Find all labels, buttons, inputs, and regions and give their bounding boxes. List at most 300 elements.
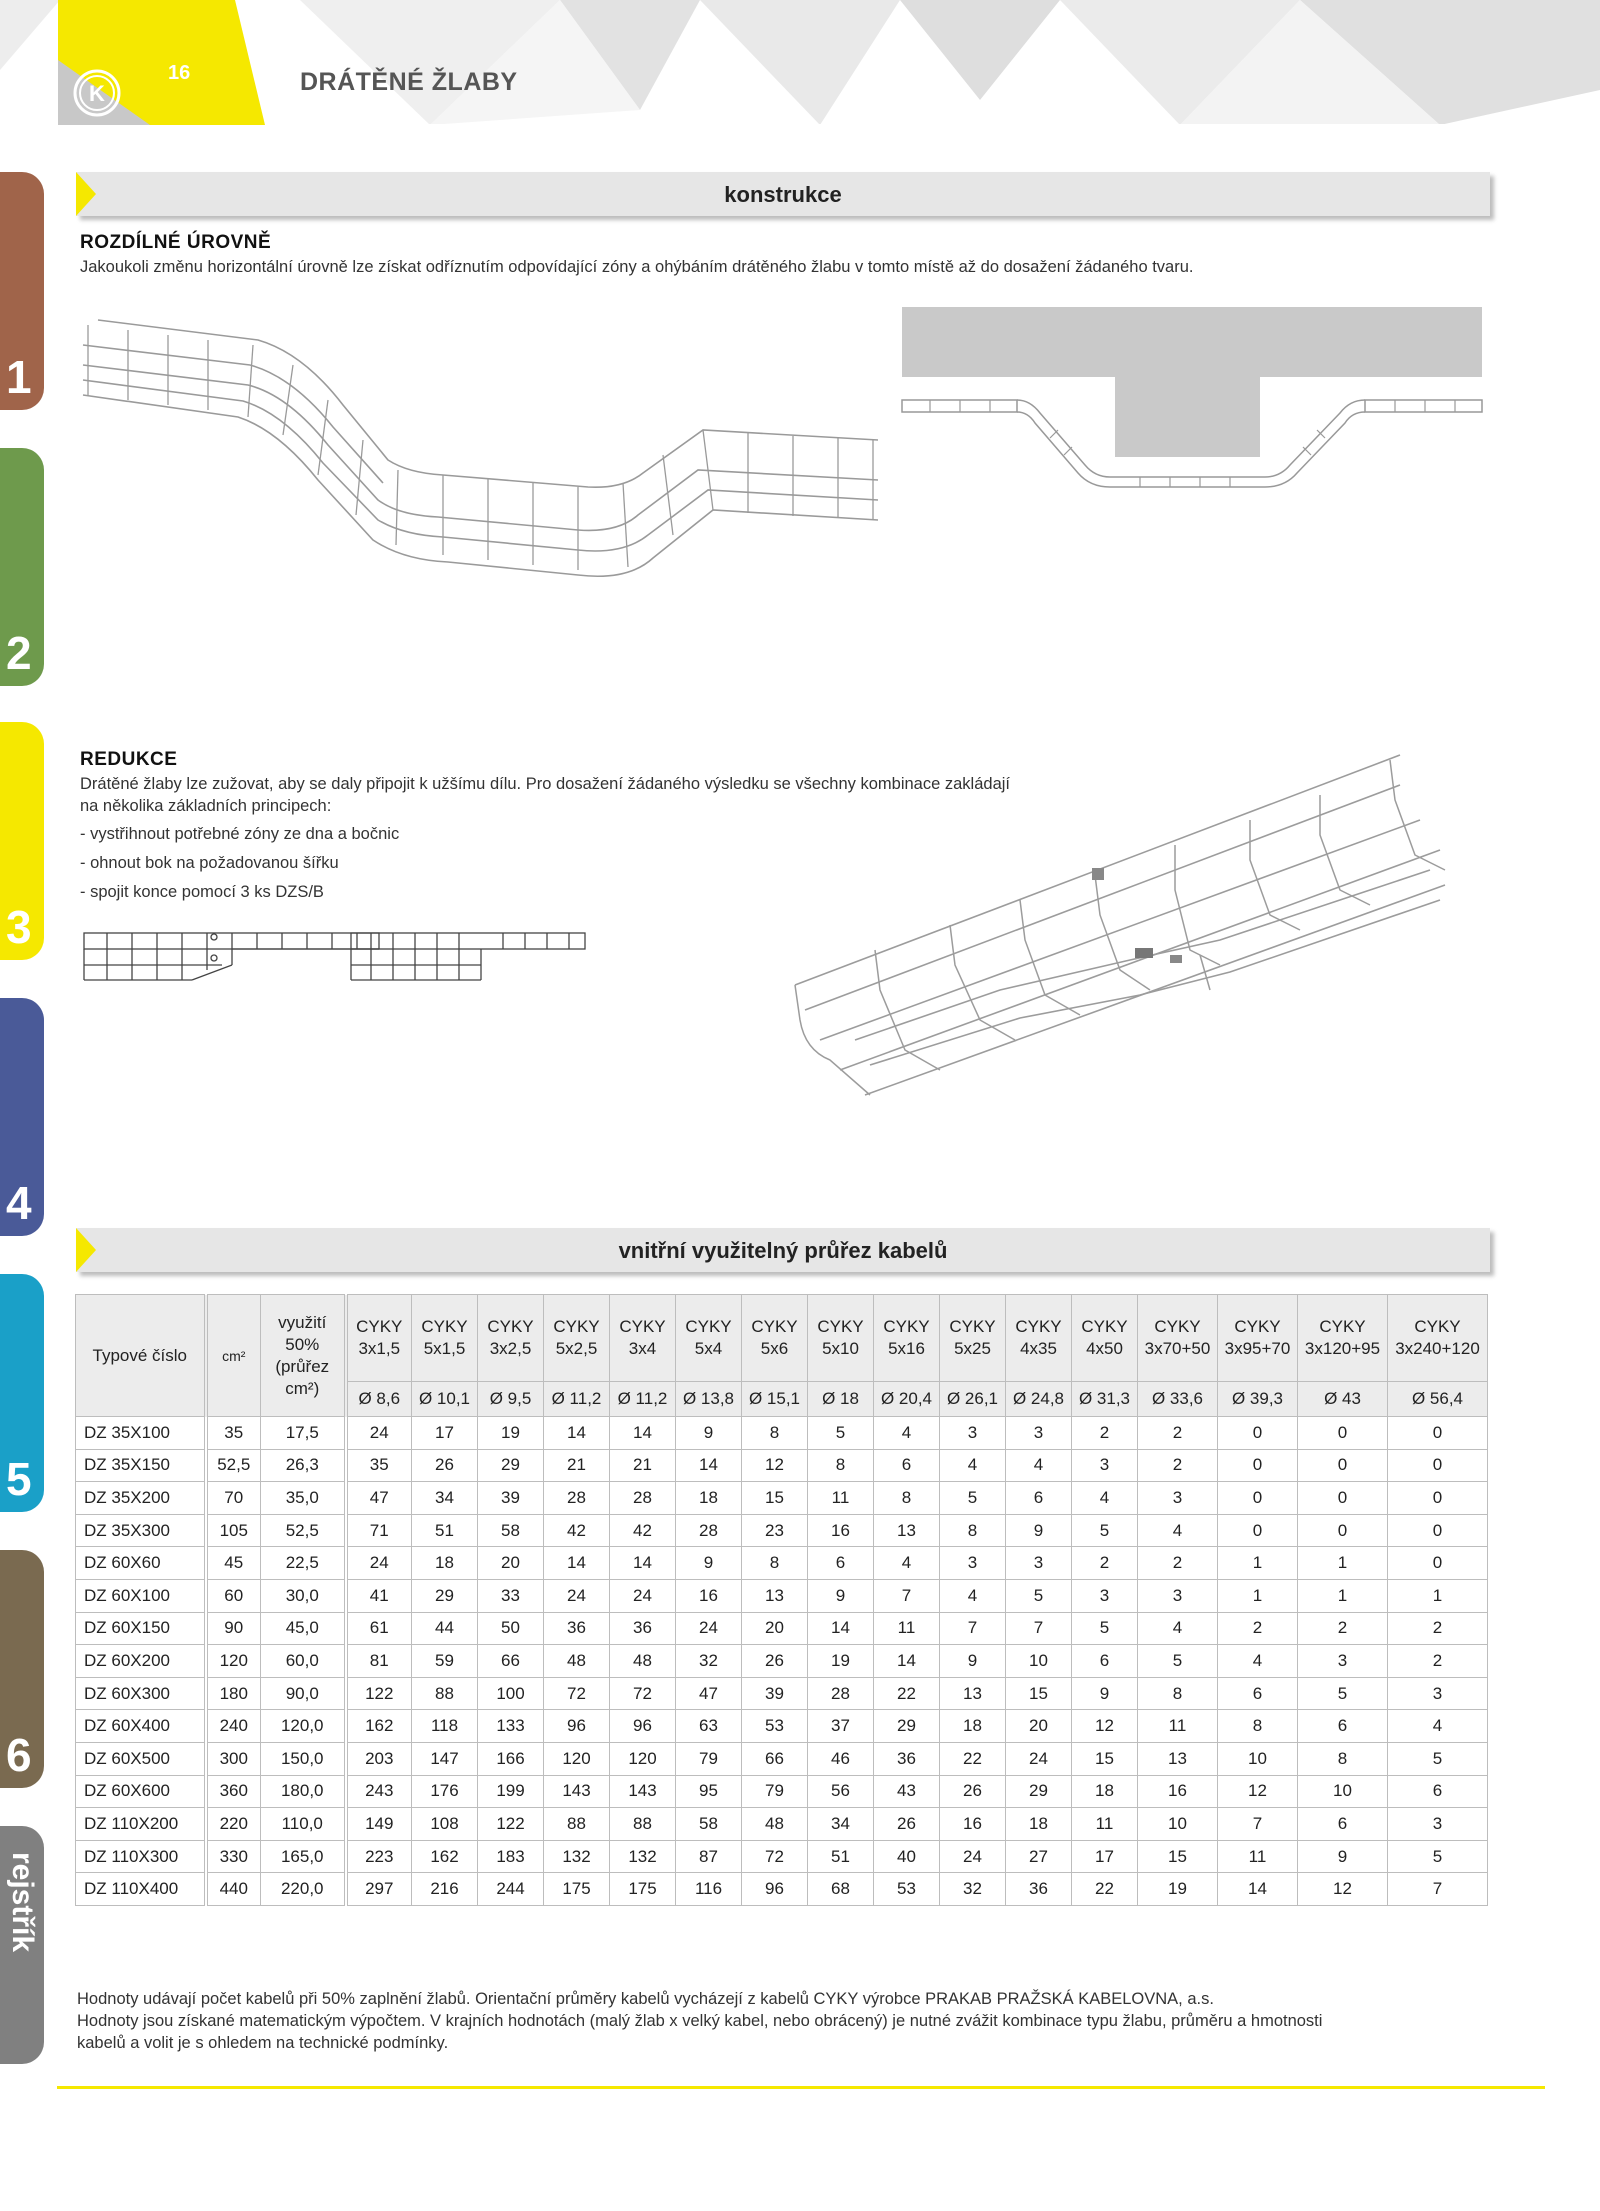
cell-cable-count: 29 [478,1449,544,1482]
cell-cable-count: 7 [874,1579,940,1612]
cell-type-number: DZ 60X60 [76,1547,206,1580]
footnote-line: kabelů a volit je s ohledem na technické podmínky. [77,2034,449,2052]
cell-cm2: 120 [206,1645,261,1678]
cell-cable-count: 183 [478,1840,544,1873]
header-cable [346,1295,412,1382]
table-row [76,1547,1488,1580]
cell-usage: 220,0 [261,1873,346,1906]
cell-cable-count: 147 [412,1742,478,1775]
cell-cm2: 60 [206,1579,261,1612]
cell-cable-count: 34 [412,1482,478,1515]
cell-usage: 45,0 [261,1612,346,1645]
cell-cable-count: 2 [1388,1645,1488,1678]
cable-size: 3x2,5 [489,1339,532,1358]
cable-size: 5x1,5 [423,1339,466,1358]
header-cable [1072,1295,1138,1382]
cell-cable-count: 8 [940,1514,1006,1547]
cable-name: CYKY [356,1317,403,1336]
cell-cable-count: 13 [742,1579,808,1612]
cell-cable-count: 59 [412,1645,478,1678]
header-usage-line: cm²) [285,1378,320,1398]
cell-cable-count: 24 [1006,1742,1072,1775]
cell-cable-count: 12 [742,1449,808,1482]
cell-cable-count: 32 [940,1873,1006,1906]
header-cable [1138,1295,1218,1382]
cell-cable-count: 9 [1006,1514,1072,1547]
cell-cm2: 240 [206,1710,261,1743]
cell-cable-count: 6 [1218,1677,1298,1710]
cell-cable-count: 26 [412,1449,478,1482]
cell-cable-count: 116 [676,1873,742,1906]
cell-cable-count: 24 [610,1579,676,1612]
table-row [76,1579,1488,1612]
cell-cable-count: 48 [544,1645,610,1678]
cable-name: CYKY [751,1317,798,1336]
cell-cable-count: 5 [1006,1579,1072,1612]
cell-cable-count: 108 [412,1808,478,1841]
header-cable [1218,1295,1298,1382]
cell-cable-count: 29 [1006,1775,1072,1808]
cable-size: 4x35 [1020,1339,1057,1358]
cell-cable-count: 50 [478,1612,544,1645]
cell-usage: 110,0 [261,1808,346,1841]
cell-cable-count: 8 [742,1547,808,1580]
header-cable [940,1295,1006,1382]
cell-cable-count: 20 [1006,1710,1072,1743]
cell-cable-count: 26 [874,1808,940,1841]
header-type [76,1295,206,1417]
cell-cable-count: 72 [742,1840,808,1873]
cell-cable-count: 5 [940,1482,1006,1515]
cell-cable-count: 53 [874,1873,940,1906]
cable-diameter: Ø 15,1 [742,1382,808,1417]
cell-cable-count: 8 [808,1449,874,1482]
cell-cable-count: 2 [1072,1547,1138,1580]
chapter-tab-label: 2 [6,627,32,679]
cell-cable-count: 4 [940,1579,1006,1612]
cell-cable-count: 79 [742,1775,808,1808]
cell-type-number: DZ 110X200 [76,1808,206,1841]
cell-cable-count: 87 [676,1840,742,1873]
table-row [76,1449,1488,1482]
cell-cable-count: 48 [742,1808,808,1841]
cell-cable-count: 166 [478,1742,544,1775]
cable-size: 3x95+70 [1224,1339,1291,1358]
cell-cable-count: 19 [808,1645,874,1678]
cell-cable-count: 36 [610,1612,676,1645]
cell-cable-count: 37 [808,1710,874,1743]
cell-cable-count: 5 [1388,1742,1488,1775]
cell-cable-count: 203 [346,1742,412,1775]
cell-cable-count: 28 [544,1482,610,1515]
cell-cable-count: 1 [1218,1547,1298,1580]
header-cable [1006,1295,1072,1382]
cell-cable-count: 22 [1072,1873,1138,1906]
cell-cable-count: 18 [1072,1775,1138,1808]
cable-diameter: Ø 18 [808,1382,874,1417]
cell-usage: 17,5 [261,1417,346,1450]
cell-cable-count: 2 [1138,1417,1218,1450]
cable-name: CYKY [883,1317,930,1336]
cell-cable-count: 16 [808,1514,874,1547]
cell-cable-count: 53 [742,1710,808,1743]
cell-cable-count: 5 [1072,1612,1138,1645]
cable-diameter: Ø 11,2 [544,1382,610,1417]
cell-cable-count: 4 [1006,1449,1072,1482]
cable-size: 3x70+50 [1144,1339,1211,1358]
cell-type-number: DZ 60X500 [76,1742,206,1775]
cell-cm2: 440 [206,1873,261,1906]
chapter-tab-3[interactable] [0,722,44,960]
cell-type-number: DZ 110X400 [76,1873,206,1906]
cell-cable-count: 14 [1218,1873,1298,1906]
cell-cable-count: 0 [1298,1417,1388,1450]
footer-divider [57,2086,1545,2089]
cell-cable-count: 21 [544,1449,610,1482]
chapter-tab-6[interactable] [0,1550,44,1788]
cell-cable-count: 15 [1138,1840,1218,1873]
cell-cm2: 35 [206,1417,261,1450]
cell-cable-count: 122 [478,1808,544,1841]
cell-cable-count: 51 [808,1840,874,1873]
cell-cable-count: 47 [346,1482,412,1515]
cell-cable-count: 5 [1298,1677,1388,1710]
cable-size: 5x16 [888,1339,925,1358]
cable-size: 5x2,5 [555,1339,598,1358]
cell-cable-count: 3 [1072,1449,1138,1482]
header-cable [676,1295,742,1382]
cell-cable-count: 4 [1138,1612,1218,1645]
cell-cable-count: 58 [676,1808,742,1841]
header-cable [544,1295,610,1382]
cell-cable-count: 24 [676,1612,742,1645]
cell-cable-count: 0 [1218,1514,1298,1547]
cell-cm2: 180 [206,1677,261,1710]
cable-diameter: Ø 56,4 [1388,1382,1488,1417]
cell-cable-count: 132 [610,1840,676,1873]
cell-cable-count: 56 [808,1775,874,1808]
cell-cable-count: 6 [1006,1482,1072,1515]
cell-cable-count: 51 [412,1514,478,1547]
chapter-tab-label: 6 [6,1729,32,1781]
cell-cable-count: 8 [742,1417,808,1450]
cell-cable-count: 13 [874,1514,940,1547]
header-background [0,0,1600,130]
cell-cable-count: 15 [1006,1677,1072,1710]
cell-usage: 35,0 [261,1482,346,1515]
cell-cable-count: 39 [742,1677,808,1710]
header-usage [261,1295,346,1417]
cell-cable-count: 6 [1298,1808,1388,1841]
header-cable [742,1295,808,1382]
cell-cable-count: 22 [874,1677,940,1710]
cable-name: CYKY [1319,1317,1366,1336]
cell-cable-count: 47 [676,1677,742,1710]
cable-diameter: Ø 39,3 [1218,1382,1298,1417]
cell-cable-count: 88 [544,1808,610,1841]
cell-cable-count: 0 [1388,1514,1488,1547]
cable-size: 3x4 [628,1339,657,1358]
cell-cm2: 45 [206,1547,261,1580]
cable-size: 5x25 [954,1339,991,1358]
header-usage-line: (průřez [275,1356,330,1376]
header-cm2 [206,1295,261,1417]
cell-cable-count: 175 [544,1873,610,1906]
cell-cable-count: 5 [808,1417,874,1450]
cell-usage: 165,0 [261,1840,346,1873]
cell-cable-count: 7 [1218,1808,1298,1841]
cell-cable-count: 0 [1388,1547,1488,1580]
cell-cable-count: 63 [676,1710,742,1743]
cell-cable-count: 18 [940,1710,1006,1743]
header-usage-line: využití [278,1312,327,1332]
cell-cable-count: 6 [874,1449,940,1482]
cell-cable-count: 20 [478,1547,544,1580]
cable-diameter: Ø 24,8 [1006,1382,1072,1417]
cable-capacity-table [75,1294,1488,1906]
cable-diameter: Ø 20,4 [874,1382,940,1417]
cable-diameter: Ø 26,1 [940,1382,1006,1417]
cell-cable-count: 4 [1388,1710,1488,1743]
cell-cable-count: 6 [1388,1775,1488,1808]
cable-size: 5x4 [694,1339,723,1358]
cell-cable-count: 11 [808,1482,874,1515]
cell-cable-count: 61 [346,1612,412,1645]
cable-diameter: Ø 9,5 [478,1382,544,1417]
cell-cable-count: 18 [676,1482,742,1515]
cell-usage: 150,0 [261,1742,346,1775]
cell-cm2: 220 [206,1808,261,1841]
cell-cable-count: 19 [1138,1873,1218,1906]
cell-cable-count: 26 [940,1775,1006,1808]
cell-cable-count: 6 [808,1547,874,1580]
cell-cable-count: 4 [1138,1514,1218,1547]
cell-cm2: 360 [206,1775,261,1808]
cell-cable-count: 0 [1388,1417,1488,1450]
table-row [76,1742,1488,1775]
cell-cable-count: 5 [1388,1840,1488,1873]
cell-cable-count: 162 [346,1710,412,1743]
cell-usage: 180,0 [261,1775,346,1808]
header-cable [808,1295,874,1382]
cell-cable-count: 199 [478,1775,544,1808]
cell-cable-count: 79 [676,1742,742,1775]
cell-cable-count: 4 [1218,1645,1298,1678]
cell-cable-count: 12 [1298,1873,1388,1906]
chapter-tab-1[interactable] [0,172,44,410]
cell-type-number: DZ 60X100 [76,1579,206,1612]
cell-cable-count: 244 [478,1873,544,1906]
cell-cable-count: 15 [1072,1742,1138,1775]
cell-cable-count: 100 [478,1677,544,1710]
cell-cable-count: 162 [412,1840,478,1873]
cell-cable-count: 22 [940,1742,1006,1775]
cell-cable-count: 14 [544,1547,610,1580]
cell-cable-count: 48 [610,1645,676,1678]
cell-cable-count: 10 [1006,1645,1072,1678]
redukce-text-line-1: Drátěné žlaby lze zužovat, aby se daly připojit k užšímu dílu. Pro dosažení žádaného výsledku se všechny kombinace zakládají [80,775,1010,793]
cell-cable-count: 0 [1218,1417,1298,1450]
cell-cable-count: 95 [676,1775,742,1808]
cable-name: CYKY [949,1317,996,1336]
cable-size: 3x240+120 [1395,1339,1480,1358]
cell-cable-count: 36 [1006,1873,1072,1906]
cell-cable-count: 72 [610,1677,676,1710]
cell-cable-count: 33 [478,1579,544,1612]
cell-cable-count: 4 [874,1547,940,1580]
cell-cable-count: 96 [742,1873,808,1906]
redukce-bullet: - spojit konce pomocí 3 ks DZS/B [80,883,324,901]
cell-cable-count: 118 [412,1710,478,1743]
subheading-redukce: REDUKCE [80,749,178,770]
cell-cable-count: 297 [346,1873,412,1906]
cable-size: 5x6 [760,1339,789,1358]
cell-cm2: 330 [206,1840,261,1873]
cable-diameter: Ø 8,6 [346,1382,412,1417]
cell-cable-count: 40 [874,1840,940,1873]
chapter-tab-label: 4 [6,1177,32,1229]
cell-cable-count: 8 [1298,1742,1388,1775]
cell-cable-count: 9 [676,1417,742,1450]
cable-size: 4x50 [1086,1339,1123,1358]
cell-cable-count: 17 [1072,1840,1138,1873]
cell-cable-count: 12 [1218,1775,1298,1808]
cell-cable-count: 66 [478,1645,544,1678]
cell-cable-count: 3 [940,1547,1006,1580]
cell-usage: 52,5 [261,1514,346,1547]
cell-cable-count: 44 [412,1612,478,1645]
cable-diameter: Ø 11,2 [610,1382,676,1417]
cell-cable-count: 88 [412,1677,478,1710]
cell-cable-count: 7 [1388,1873,1488,1906]
cell-cable-count: 15 [742,1482,808,1515]
cell-cable-count: 42 [610,1514,676,1547]
cell-cable-count: 175 [610,1873,676,1906]
table-row [76,1873,1488,1906]
wire-tray-reduction-illustration [790,750,1470,1120]
header-type-label: Typové číslo [92,1345,187,1365]
cable-diameter: Ø 31,3 [1072,1382,1138,1417]
footnote-line: Hodnoty udávají počet kabelů při 50% zaplnění žlabů. Orientační průměry kabelů vycházejí z kabelů CYKY výrobce PRAKAB PRAŽSKÁ KABELOVNA, a.s. [77,1990,1214,2008]
table-row [76,1840,1488,1873]
cell-cable-count: 1 [1298,1547,1388,1580]
cell-cable-count: 122 [346,1677,412,1710]
subheading-rozdilne-urovne: ROZDÍLNÉ ÚROVNĚ [80,232,272,253]
cell-cm2: 300 [206,1742,261,1775]
cell-cable-count: 11 [1218,1840,1298,1873]
cell-cable-count: 16 [676,1579,742,1612]
chapter-tab-5[interactable] [0,1274,44,1512]
cell-cable-count: 18 [412,1547,478,1580]
table-row [76,1417,1488,1450]
cell-cable-count: 29 [874,1710,940,1743]
cell-cable-count: 10 [1298,1775,1388,1808]
cell-cable-count: 143 [544,1775,610,1808]
cell-cable-count: 24 [940,1840,1006,1873]
cell-cable-count: 19 [478,1417,544,1450]
cell-cable-count: 46 [808,1742,874,1775]
cell-cable-count: 20 [742,1612,808,1645]
cell-cable-count: 120 [610,1742,676,1775]
cell-type-number: DZ 35X150 [76,1449,206,1482]
cell-cm2: 105 [206,1514,261,1547]
cell-usage: 60,0 [261,1645,346,1678]
reduction-schematic-1 [82,928,382,984]
cell-cable-count: 0 [1388,1449,1488,1482]
chapter-tab-4[interactable] [0,998,44,1236]
cell-cable-count: 58 [478,1514,544,1547]
cell-cable-count: 6 [1072,1645,1138,1678]
cable-name: CYKY [421,1317,468,1336]
cell-cable-count: 8 [874,1482,940,1515]
cell-cable-count: 11 [1138,1710,1218,1743]
cell-cable-count: 16 [940,1808,1006,1841]
logo-letter: K [89,81,105,106]
cell-cable-count: 24 [346,1547,412,1580]
cell-cable-count: 2 [1298,1612,1388,1645]
header-cable [1388,1295,1488,1382]
section-header-table [76,1228,1490,1272]
chapter-tab-2[interactable] [0,448,44,686]
cell-cable-count: 43 [874,1775,940,1808]
chapter-tab-label: 1 [6,351,32,403]
cell-cable-count: 149 [346,1808,412,1841]
cell-cm2: 70 [206,1482,261,1515]
cell-cable-count: 3 [1138,1482,1218,1515]
footnote-line: Hodnoty jsou získané matematickým výpočtem. V krajních hodnotách (malý žlab x velký kabel, nebo obrácený) je nutné zvážit kombinace typu žlabu, průměru a hmotnosti [77,2012,1323,2030]
cell-type-number: DZ 60X300 [76,1677,206,1710]
cell-cable-count: 1 [1298,1579,1388,1612]
cell-cable-count: 1 [1218,1579,1298,1612]
cell-cable-count: 3 [1388,1677,1488,1710]
cell-usage: 30,0 [261,1579,346,1612]
cell-usage: 22,5 [261,1547,346,1580]
cell-cable-count: 21 [610,1449,676,1482]
cell-type-number: DZ 60X200 [76,1645,206,1678]
cell-type-number: DZ 35X200 [76,1482,206,1515]
chapter-tab-label: 3 [6,901,32,953]
cell-cable-count: 41 [346,1579,412,1612]
table-row [76,1808,1488,1841]
cell-cable-count: 143 [610,1775,676,1808]
footnote [77,1988,1497,2054]
reduction-schematic-2 [349,928,589,984]
cell-cable-count: 42 [544,1514,610,1547]
cell-cable-count: 14 [676,1449,742,1482]
cell-cable-count: 12 [1072,1710,1138,1743]
cell-type-number: DZ 60X600 [76,1775,206,1808]
cell-cable-count: 0 [1298,1449,1388,1482]
cell-cable-count: 0 [1298,1514,1388,1547]
cell-cable-count: 3 [1072,1579,1138,1612]
cell-cable-count: 36 [874,1742,940,1775]
cell-usage: 26,3 [261,1449,346,1482]
cell-cable-count: 68 [808,1873,874,1906]
cell-cable-count: 3 [1388,1808,1488,1841]
cell-cable-count: 120 [544,1742,610,1775]
company-logo [72,68,122,118]
cell-cable-count: 27 [1006,1840,1072,1873]
cell-cable-count: 17 [412,1417,478,1450]
table-row [76,1514,1488,1547]
cell-cable-count: 10 [1218,1742,1298,1775]
cell-cable-count: 81 [346,1645,412,1678]
header-cable [478,1295,544,1382]
cell-cable-count: 1 [1388,1579,1488,1612]
cell-type-number: DZ 35X100 [76,1417,206,1450]
cell-type-number: DZ 110X300 [76,1840,206,1873]
cell-cable-count: 3 [1138,1579,1218,1612]
